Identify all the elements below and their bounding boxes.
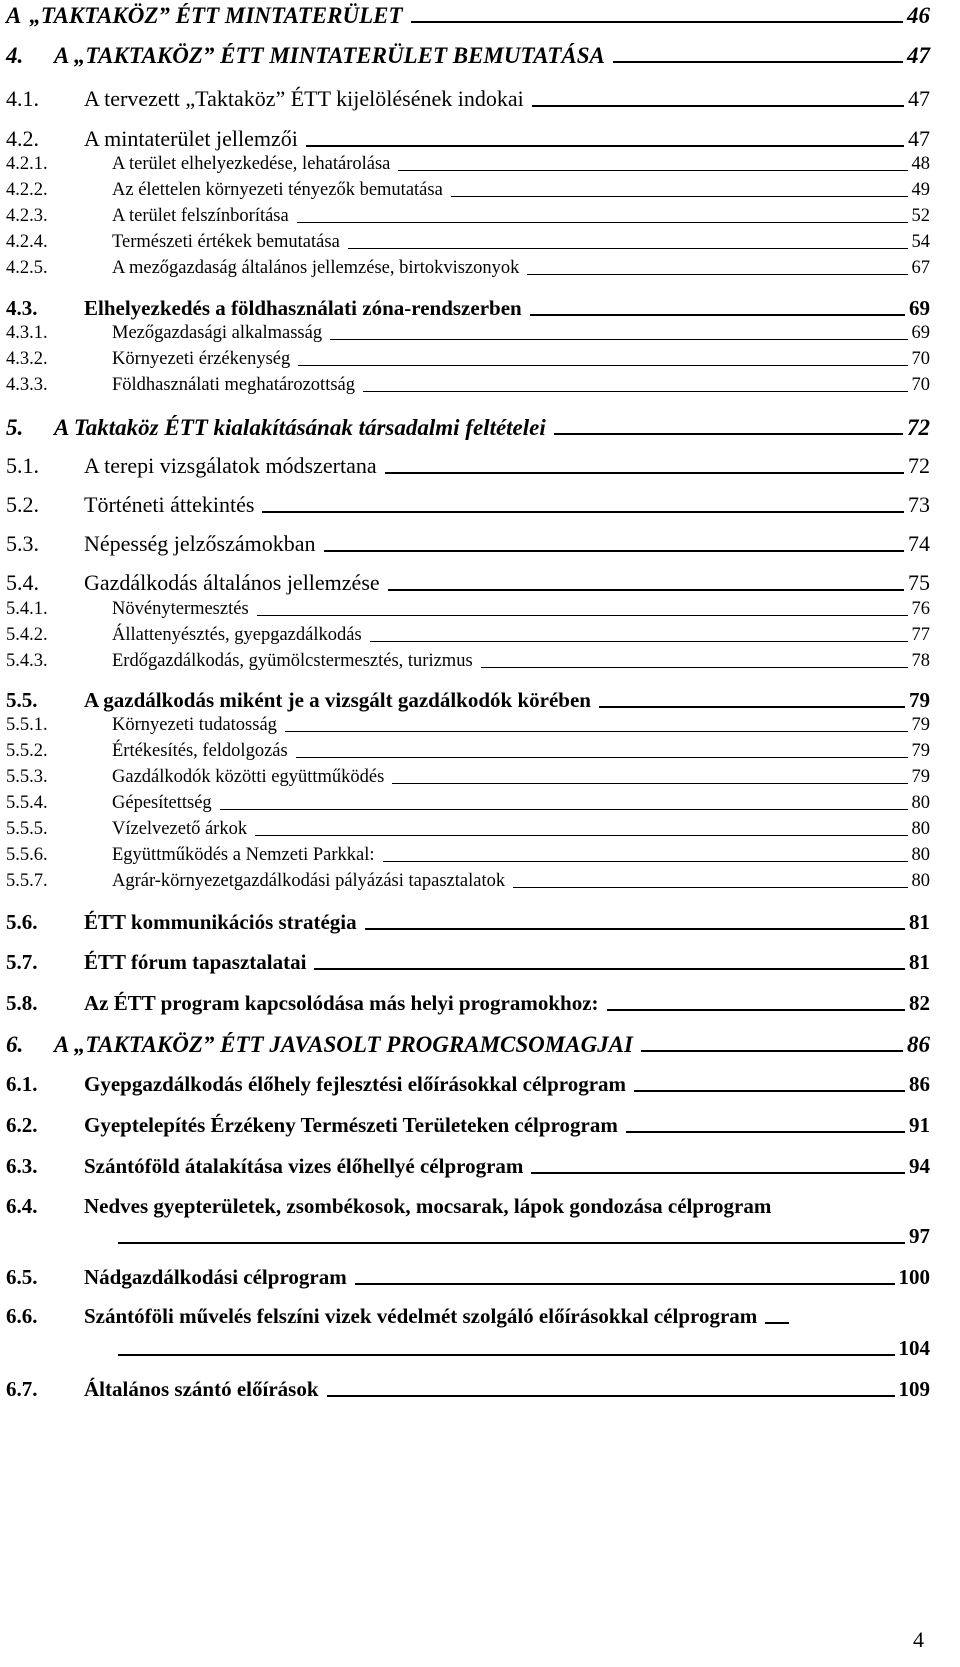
toc-entry-number: 4.2.3. — [6, 206, 48, 226]
toc-entry — [0, 1074, 930, 1095]
toc-entry-title: Állattenyésztés, gyepgazdálkodás — [112, 625, 362, 645]
toc-leader-line — [118, 1354, 895, 1356]
toc-entry — [0, 376, 930, 395]
toc-entry-page: 76 — [911, 599, 930, 619]
toc-entry-page: 69 — [911, 323, 930, 343]
toc-entry-number: 5.5. — [6, 688, 38, 712]
toc-entry-number: 4.2.1. — [6, 154, 48, 174]
toc-entry — [0, 572, 930, 594]
toc-entry-title: A terület elhelyezkedése, lehatárolása — [112, 154, 391, 174]
toc-entry-title: Mezőgazdasági alkalmasság — [112, 323, 323, 343]
toc-entry-page: 47 — [908, 86, 930, 111]
toc-leader-line — [296, 757, 908, 758]
toc-entry-number: 6.4. — [6, 1194, 38, 1218]
toc-leader-line — [398, 170, 907, 171]
toc-entry-number: 4.3.1. — [6, 323, 48, 343]
toc-entry — [0, 88, 930, 110]
toc-entry-page: 47 — [908, 126, 930, 151]
toc-entry — [0, 494, 930, 516]
toc-entry-number: 5.4.3. — [6, 651, 48, 671]
toc-leader-line — [385, 472, 904, 474]
toc-leader-line — [330, 339, 907, 340]
toc-entry-number: 5.5.1. — [6, 715, 48, 735]
toc-leader-line — [531, 1172, 905, 1174]
toc-entry-page: 79 — [911, 741, 930, 761]
toc-entry-title: A terület felszínborítása — [112, 206, 289, 226]
toc-entry-title: Népesség jelzőszámokban — [84, 531, 316, 556]
toc-leader-line — [363, 391, 908, 392]
toc-entry-title: A „TAKTAKÖZ” ÉTT MINTATERÜLET BEMUTATÁSA — [54, 43, 605, 68]
toc-entry — [0, 4, 930, 27]
toc-entry — [0, 600, 930, 619]
toc-entry — [0, 324, 930, 343]
toc-leader-line — [530, 314, 905, 316]
toc-entry-title: Nádgazdálkodási célprogram — [84, 1265, 347, 1289]
toc-leader-line — [626, 1131, 905, 1133]
toc-leader-line — [451, 196, 908, 197]
toc-entry-page: 94 — [909, 1154, 930, 1178]
toc-entry-title: A „TAKTAKÖZ” ÉTT JAVASOLT PROGRAMCSOMAGJAI — [54, 1032, 633, 1057]
toc-leader-line — [348, 248, 908, 249]
toc-entry-number: 5.8. — [6, 991, 38, 1015]
toc-entry-title: Nedves gyepterületek, zsombékosok, mocsarak, lápok gondozása célprogram — [84, 1194, 772, 1218]
toc-entry-number: 5.5.7. — [6, 871, 48, 891]
toc-entry-number: A — [6, 3, 22, 28]
toc-leader-line — [324, 550, 904, 552]
toc-entry-title: Történeti áttekintés — [84, 492, 255, 517]
toc-entry-title: ÉTT fórum tapasztalatai — [84, 950, 307, 974]
toc-leader-line — [513, 887, 907, 888]
toc-entry — [0, 993, 930, 1014]
toc-entry-page: 70 — [911, 349, 930, 369]
toc-leader-line — [392, 783, 907, 784]
toc-leader-line — [306, 145, 904, 147]
toc-entry-page: 67 — [911, 258, 930, 278]
toc-entry — [0, 690, 930, 711]
toc-entry — [0, 742, 930, 761]
toc-entry-title: Gyeptelepítés Érzékeny Természeti Területeken célprogram — [84, 1113, 618, 1137]
toc-leader-line — [314, 968, 905, 970]
toc-entry-title: Gazdálkodók közötti együttműködés — [112, 767, 385, 787]
toc-entry-page: 100 — [898, 1265, 930, 1289]
toc-leader-line — [765, 1322, 789, 1324]
toc-entry-title: Az élettelen környezeti tényezők bemutatása — [112, 180, 443, 200]
toc-entry-page: 82 — [909, 991, 930, 1015]
toc-leader-line — [383, 861, 908, 862]
toc-entry-page: 80 — [911, 819, 930, 839]
toc-entry-page: 80 — [911, 845, 930, 865]
toc-leader-line — [285, 731, 908, 732]
toc-entry — [0, 846, 930, 865]
toc-entry — [0, 1196, 930, 1217]
toc-entry-number: 6.3. — [6, 1154, 38, 1178]
toc-entry-number: 5.4.1. — [6, 599, 48, 619]
toc-entry-title: Értékesítés, feldolgozás — [112, 741, 288, 761]
toc-entry-page: 78 — [911, 651, 930, 671]
toc-entry-title: Környezeti tudatosság — [112, 715, 277, 735]
toc-entry — [0, 768, 930, 787]
toc-entry — [0, 716, 930, 735]
toc-entry — [0, 1033, 930, 1056]
toc-entry — [0, 181, 930, 200]
toc-leader-line — [532, 105, 904, 107]
toc-entry-title: A terepi vizsgálatok módszertana — [84, 453, 377, 478]
toc-entry — [0, 652, 930, 671]
toc-entry-page: 81 — [909, 950, 930, 974]
toc-entry — [0, 259, 930, 278]
toc-entry-page: 75 — [908, 570, 930, 595]
toc-entry-page: 70 — [911, 375, 930, 395]
toc-entry-page: 47 — [907, 43, 930, 68]
toc-entry-page: 52 — [911, 206, 930, 226]
toc-entry-number: 6.1. — [6, 1072, 38, 1096]
toc-entry — [0, 1115, 930, 1136]
toc-entry-number: 5.5.5. — [6, 819, 48, 839]
toc-entry-number: 5.1. — [6, 453, 39, 478]
toc-leader-line — [641, 1050, 903, 1052]
toc-leader-line — [355, 1283, 895, 1285]
toc-entry-page: 48 — [911, 154, 930, 174]
toc-entry — [0, 912, 930, 933]
toc-entry-page: 74 — [908, 531, 930, 556]
toc-entry — [0, 416, 930, 439]
toc-leader-line — [388, 589, 904, 591]
toc-entry — [0, 872, 930, 891]
toc-entry-title: A Taktaköz ÉTT kialakításának társadalmi feltételei — [54, 415, 546, 440]
toc-entry-title: „TAKTAKÖZ” ÉTT MINTATERÜLET — [29, 3, 403, 28]
toc-entry-number: 4.3.3. — [6, 375, 48, 395]
toc-entry-number: 4.2.5. — [6, 258, 48, 278]
toc-entry-number: 5.5.2. — [6, 741, 48, 761]
toc-entry-number: 6.7. — [6, 1377, 38, 1401]
toc-entry-title: Erdőgazdálkodás, gyümölcstermesztés, turizmus — [112, 651, 473, 671]
toc-entry-number: 5.2. — [6, 492, 39, 517]
toc-entry — [0, 1306, 930, 1327]
toc-entry-page: 79 — [911, 767, 930, 787]
toc-entry-number: 5.5.3. — [6, 767, 48, 787]
toc-entry-title: Elhelyezkedés a földhasználati zóna-rendszerben — [84, 296, 522, 320]
toc-entry — [0, 952, 930, 973]
toc-entry-page: 77 — [911, 625, 930, 645]
toc-entry-page: 86 — [909, 1072, 930, 1096]
toc-leader-line — [365, 928, 905, 930]
toc-entry-number: 4.3. — [6, 296, 38, 320]
toc-entry — [0, 207, 930, 226]
toc-entry — [0, 44, 930, 67]
toc-entry-title: A mezőgazdaság általános jellemzése, birtokviszonyok — [112, 258, 520, 278]
toc-entry-continuation — [0, 1338, 930, 1359]
toc-entry-page: 79 — [909, 688, 930, 712]
toc-entry-number: 6.2. — [6, 1113, 38, 1137]
toc-entry — [0, 1267, 930, 1288]
toc-entry-page: 46 — [907, 3, 930, 28]
toc-entry-page: 80 — [911, 871, 930, 891]
toc-entry-title: Együttműködés a Nemzeti Parkkal: — [112, 845, 375, 865]
toc-entry — [0, 350, 930, 369]
toc-leader-line — [411, 21, 903, 23]
toc-leader-line — [527, 274, 907, 275]
toc-entry-number: 6.5. — [6, 1265, 38, 1289]
toc-leader-line — [262, 511, 904, 513]
toc-entry-page: 104 — [898, 1336, 930, 1360]
toc-entry-number: 5.5.6. — [6, 845, 48, 865]
page-number: 4 — [913, 1627, 924, 1652]
toc-entry-title: Természeti értékek bemutatása — [112, 232, 340, 252]
toc-leader-line — [257, 615, 908, 616]
toc-entry-page: 80 — [911, 793, 930, 813]
toc-leader-line — [298, 365, 907, 366]
toc-leader-line — [118, 1242, 905, 1244]
toc-entry-number: 5.5.4. — [6, 793, 48, 813]
toc-leader-line — [297, 222, 908, 223]
toc-entry-title: A mintaterület jellemzői — [84, 126, 298, 151]
toc-entry-title: Növénytermesztés — [112, 599, 249, 619]
toc-entry-number: 5.4. — [6, 570, 39, 595]
toc-entry-continuation — [0, 1226, 930, 1247]
toc-entry-title: Gazdálkodás általános jellemzése — [84, 570, 380, 595]
toc-entry-page: 81 — [909, 910, 930, 934]
toc-entry — [0, 155, 930, 174]
toc-entry-title: A tervezett „Taktaköz” ÉTT kijelölésének indokai — [84, 86, 524, 111]
toc-leader-line — [220, 809, 908, 810]
toc-entry-page: 97 — [909, 1224, 930, 1248]
toc-entry-number: 4.1. — [6, 86, 39, 111]
toc-entry-number: 5.4.2. — [6, 625, 48, 645]
toc-entry-page: 109 — [898, 1377, 930, 1401]
toc-entry-number: 4.2. — [6, 126, 39, 151]
toc-entry-title: Környezeti érzékenység — [112, 349, 291, 369]
toc-leader-line — [370, 641, 908, 642]
toc-entry-title: ÉTT kommunikációs stratégia — [84, 910, 357, 934]
toc-entry-number: 4.2.2. — [6, 180, 48, 200]
toc-entry — [0, 233, 930, 252]
toc-entry-number: 5.3. — [6, 531, 39, 556]
toc-entry-title: Földhasználati meghatározottság — [112, 375, 355, 395]
toc-entry-title: Általános szántó előírások — [84, 1377, 319, 1401]
toc-entry-page: 69 — [909, 296, 930, 320]
toc-entry-number: 5. — [6, 415, 24, 440]
toc-entry — [0, 455, 930, 477]
toc-entry-page: 72 — [907, 415, 930, 440]
toc-entry-number: 5.6. — [6, 910, 38, 934]
toc-entry — [0, 128, 930, 150]
toc-entry-number: 6.6. — [6, 1304, 38, 1328]
toc-leader-line — [554, 433, 903, 435]
toc-entry — [0, 1379, 930, 1400]
toc-entry-number: 4. — [6, 43, 24, 68]
toc-entry-number: 4.3.2. — [6, 349, 48, 369]
toc-entry-page: 73 — [908, 492, 930, 517]
toc-entry-page: 91 — [909, 1113, 930, 1137]
toc-leader-line — [607, 1009, 905, 1011]
toc-entry-title: Vízelvezető árkok — [112, 819, 248, 839]
toc-entry-title: Gépesítettség — [112, 793, 212, 813]
toc-entry-page: 79 — [911, 715, 930, 735]
toc-entry-title: A gazdálkodás miként je a vizsgált gazdálkodók körében — [84, 688, 591, 712]
toc-entry-number: 6. — [6, 1032, 24, 1057]
toc-entry — [0, 820, 930, 839]
toc-entry-number: 5.7. — [6, 950, 38, 974]
toc-leader-line — [613, 61, 903, 63]
toc-entry-page: 72 — [908, 453, 930, 478]
toc-entry-title: Szántóföli művelés felszíni vizek védelmét szolgáló előírásokkal célprogram — [84, 1304, 758, 1328]
toc-entry-page: 86 — [907, 1032, 930, 1057]
toc-leader-line — [255, 835, 907, 836]
toc-leader-line — [481, 667, 908, 668]
toc-entry-page: 54 — [911, 232, 930, 252]
toc-entry — [0, 794, 930, 813]
toc-entry-title: Gyepgazdálkodás élőhely fejlesztési előírásokkal célprogram — [84, 1072, 627, 1096]
toc-entry — [0, 298, 930, 319]
toc-entry — [0, 626, 930, 645]
toc-entry-title: Agrár-környezetgazdálkodási pályázási tapasztalatok — [112, 871, 506, 891]
toc-entry — [0, 1156, 930, 1177]
toc-leader-line — [327, 1395, 895, 1397]
toc-entry-page: 49 — [911, 180, 930, 200]
toc-leader-line — [634, 1090, 905, 1092]
toc-entry-title: Az ÉTT program kapcsolódása más helyi programokhoz: — [84, 991, 599, 1015]
toc-entry-title: Szántóföld átalakítása vizes élőhellyé célprogram — [84, 1154, 524, 1178]
toc-leader-line — [599, 706, 905, 708]
toc-entry-number: 4.2.4. — [6, 232, 48, 252]
toc-entry — [0, 533, 930, 555]
